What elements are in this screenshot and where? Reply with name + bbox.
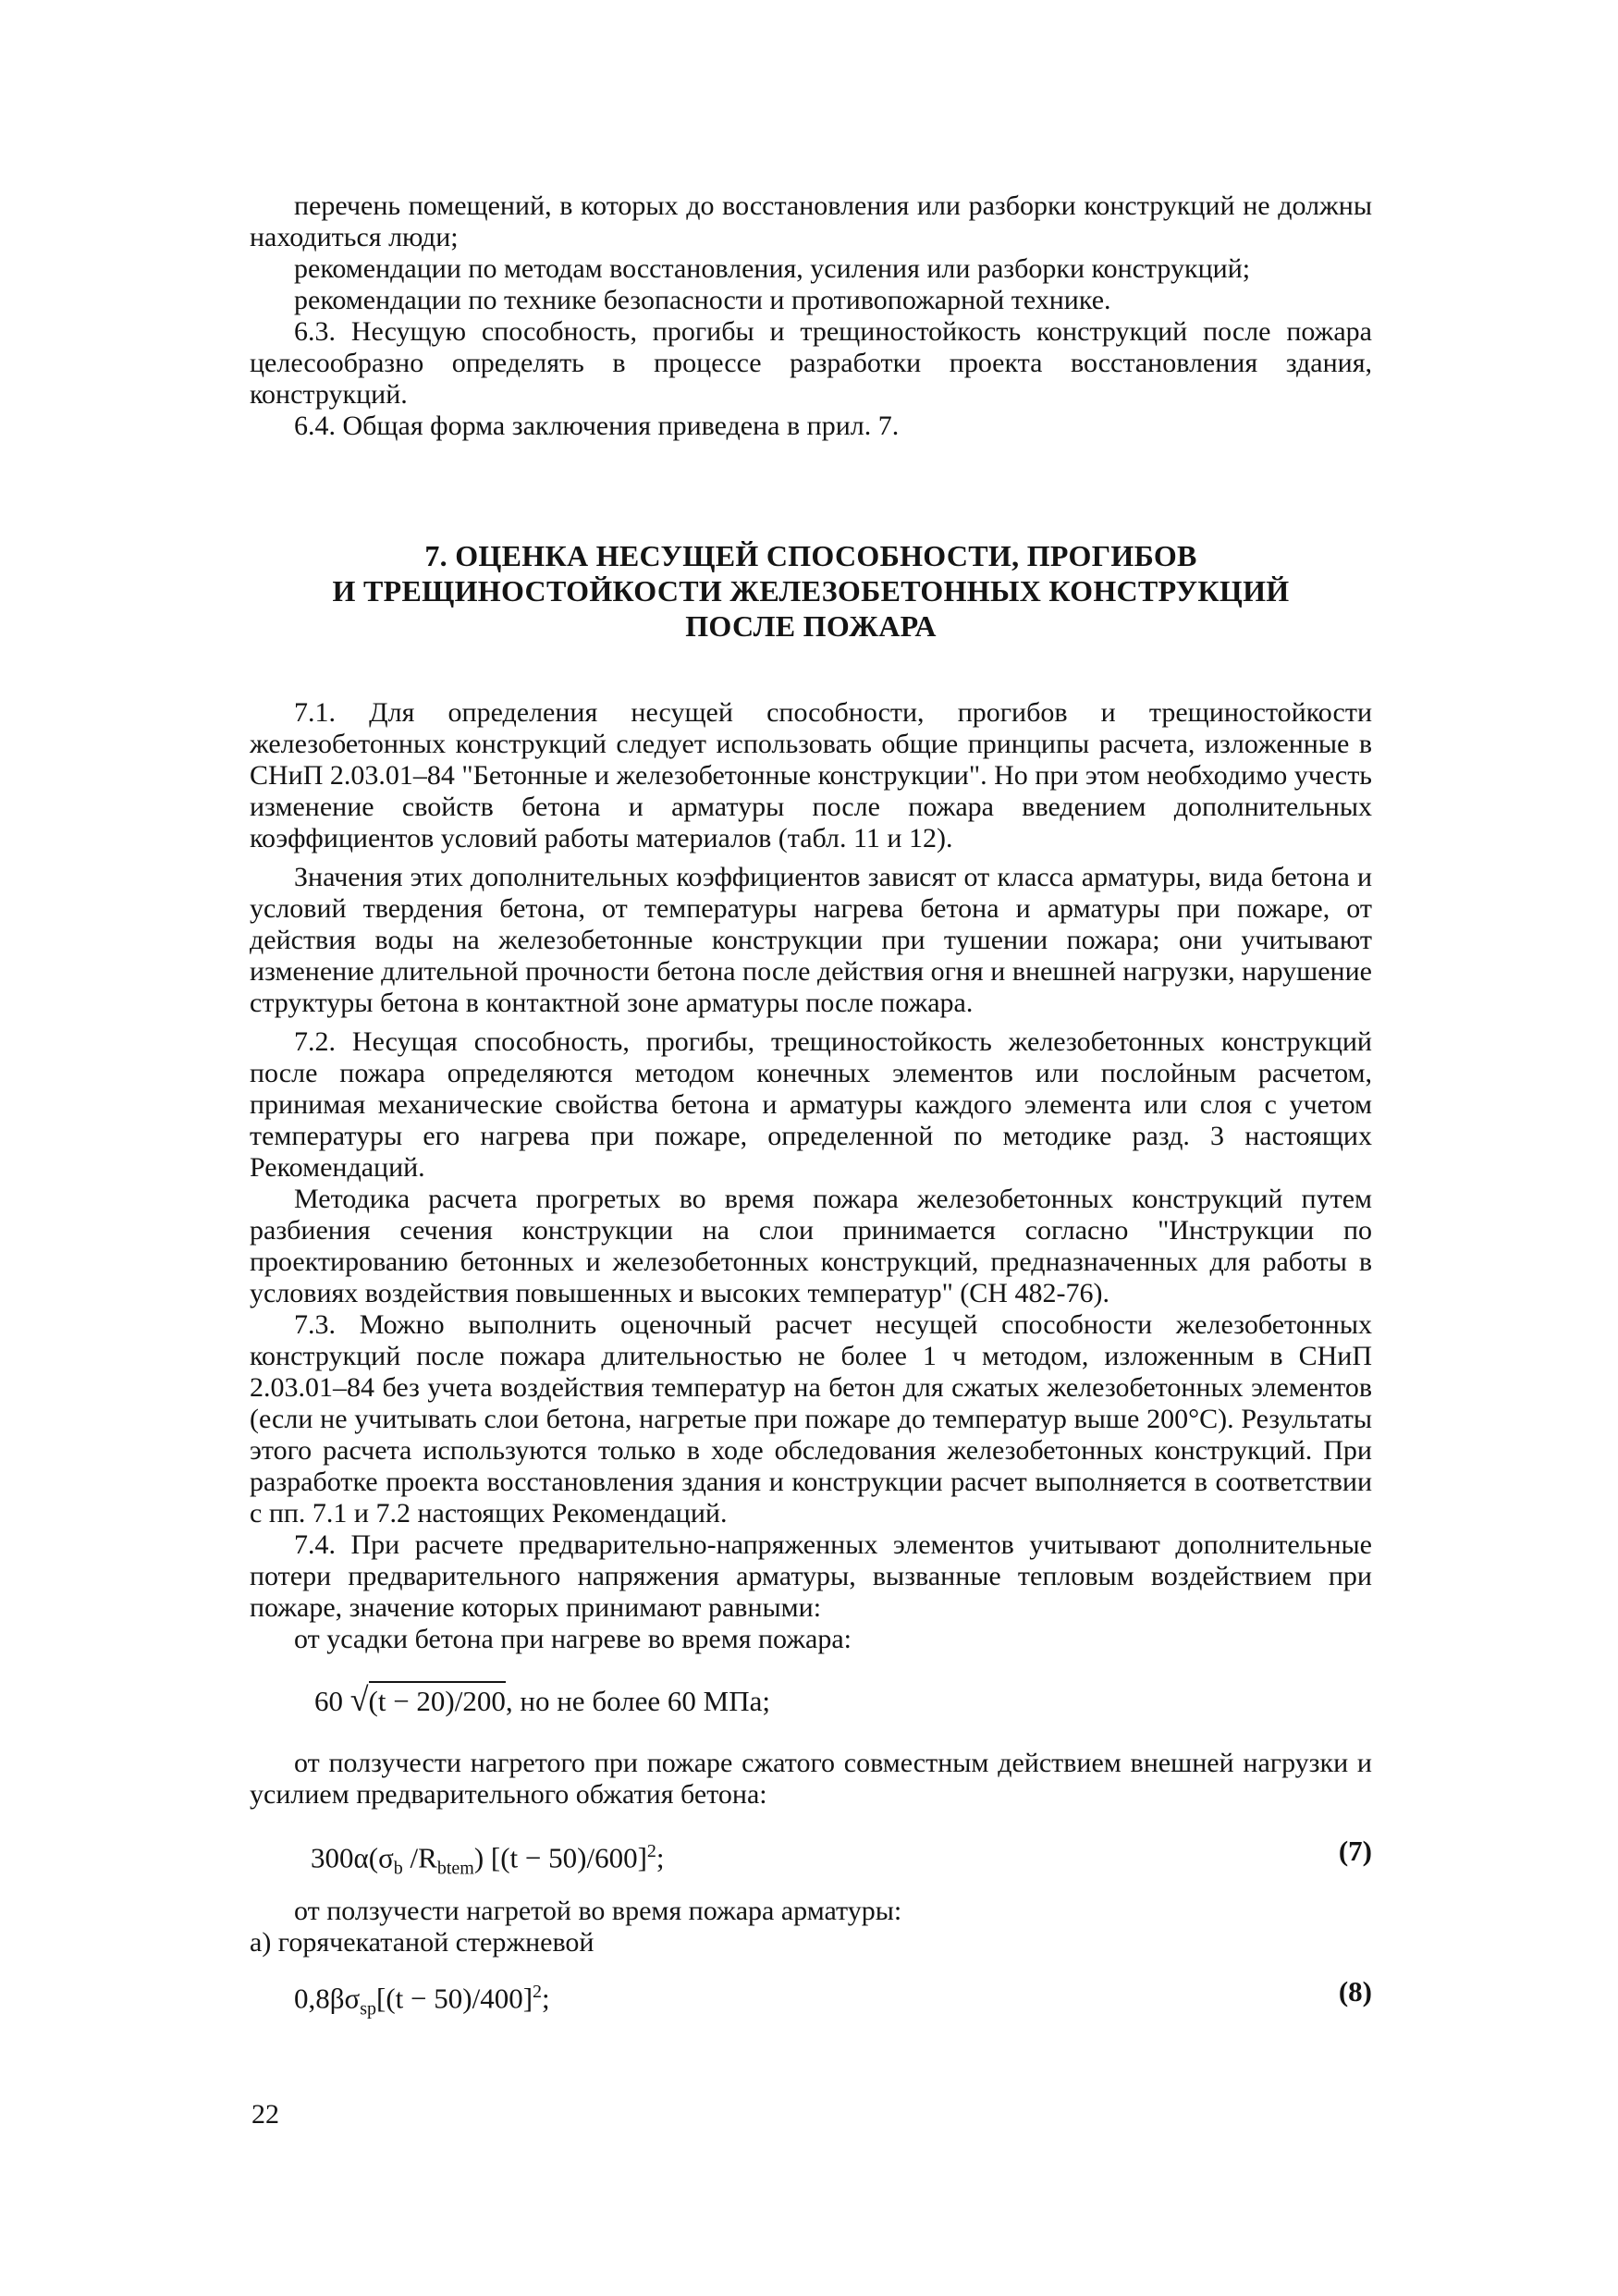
list-item: а) горячекатаной стержневой <box>250 1927 594 1958</box>
paragraph: от ползучести нагретой во время пожара арматуры: <box>294 1896 902 1926</box>
formula-expression: $0,8\beta\sigma_{sp}[(t - 50)/400]^2$; <box>294 1982 550 2020</box>
sqrt-sign: √ <box>349 1681 369 1718</box>
formula-shrinkage <box>250 1670 1372 1729</box>
formula-expression: $300\alpha(\sigma_b$ $/R_{btem}$) $[(t - 50)/600]^2$; <box>311 1841 665 1879</box>
paragraph-7-1: 7.1. Для определения несущей способности, прогибов и трещиностойкости железобетонных конструкций следует использовать общие принципы расчета, изложенные в СНиП 2.03.01–84 "Бетонные и железобетонные конструкции". Но при этом необходимо учесть изменение свойств бетона и арматуры после пожара введением дополнительных коэффициентов условий работы материалов (табл. 11 и 12). <box>250 697 1372 853</box>
paragraph: Значения этих дополнительных коэффициентов зависят от класса арматуры, вида бетона и условий твердения бетона, от температуры нагрева бетона и арматуры при пожаре, от действия воды на железобетонные конструкции при тушении пожара; они учитывают изменение длительной прочности бетона после действия огня и внешней нагрузки, нарушение структуры бетона в контактной зоне арматуры после пожара. <box>250 862 1372 1018</box>
heading-line: ПОСЛЕ ПОЖАРА <box>685 609 937 643</box>
paragraph: перечень помещений, в которых до восстановления или разборки конструкций не должны находиться люди; <box>250 190 1372 252</box>
equation-number: (8) <box>1338 1975 1372 2007</box>
formula-8 <box>250 1962 1372 2021</box>
previous-section-tail <box>250 190 1372 442</box>
paragraph-6-3: 6.3. Несущую способность, прогибы и трещиностойкость конструкций после пожара целесообразно определять в процессе разработки проекта восстановления здания, конструкций. <box>250 316 1372 410</box>
heading-line: 7. ОЦЕНКА НЕСУЩЕЙ СПОСОБНОСТИ, ПРОГИБОВ <box>424 539 1197 572</box>
paragraph: от ползучести нагретого при пожаре сжатого совместным действием внешней нагрузки и усилием предварительного обжатия бетона: <box>250 1748 1372 1810</box>
equation-number: (7) <box>1338 1835 1372 1867</box>
paragraph: Методика расчета прогретых во время пожара железобетонных конструкций путем разбиения сечения конструкции на слои принимается согласно "Инструкции по проектированию бетонных и железобетонных конструкций, предназначенных для работы в условиях воздействия повышенных и высоких температур" (СН 482-76). <box>250 1184 1372 1308</box>
paragraph-6-4: 6.4. Общая форма заключения приведена в прил. 7. <box>294 411 900 441</box>
paragraph-7-3: 7.3. Можно выполнить оценочный расчет несущей способности железобетонных конструкций после пожара длительностью не более 1 ч методом, изложенным в СНиП 2.03.01–84 без учета воздействия температур на бетон для сжатых железобетонных элементов (если не учитывать слои бетона, нагретые при пожаре до температур выше 200°С). Результаты этого расчета используются только в ходе обследования железобетонных конструкций. При разработке проекта восстановления здания и конструкции расчет выполняется в соответствии с пп. 7.1 и 7.2 настоящих Рекомендаций. <box>250 1309 1372 1529</box>
page-number: 22 <box>251 2099 279 2130</box>
paragraph-7-2: 7.2. Несущая способность, прогибы, трещиностойкость железобетонных конструкций после пожара определяются методом конечных элементов или послойным расчетом, принимая механические свойства бетона и арматуры каждого элемента или слоя с учетом температуры его нагрева при пожаре, определенной по методике разд. 3 настоящих Рекомендаций. <box>250 1026 1372 1183</box>
heading-line: И ТРЕЩИНОСТОЙКОСТИ ЖЕЛЕЗОБЕТОННЫХ КОНСТРУКЦИЙ <box>332 574 1290 608</box>
section-heading <box>250 538 1372 644</box>
paragraph: от усадки бетона при нагреве во время пожара: <box>294 1624 852 1654</box>
section-7 <box>250 538 1372 2021</box>
paragraph: рекомендации по методам восстановления, усиления или разборки конструкций; <box>294 253 1251 284</box>
formula-expression: 60 √(t − 20)/200, но не более 60 МПа; <box>314 1681 770 1718</box>
paragraph: рекомендации по технике безопасности и противопожарной технике. <box>294 285 1111 315</box>
paragraph-7-4: 7.4. При расчете предварительно-напряженных элементов учитывают дополнительные потери предварительного напряжения арматуры, вызванные тепловым воздействием при пожаре, значение которых принимают равными: <box>250 1529 1372 1623</box>
formula-7 <box>250 1822 1372 1881</box>
